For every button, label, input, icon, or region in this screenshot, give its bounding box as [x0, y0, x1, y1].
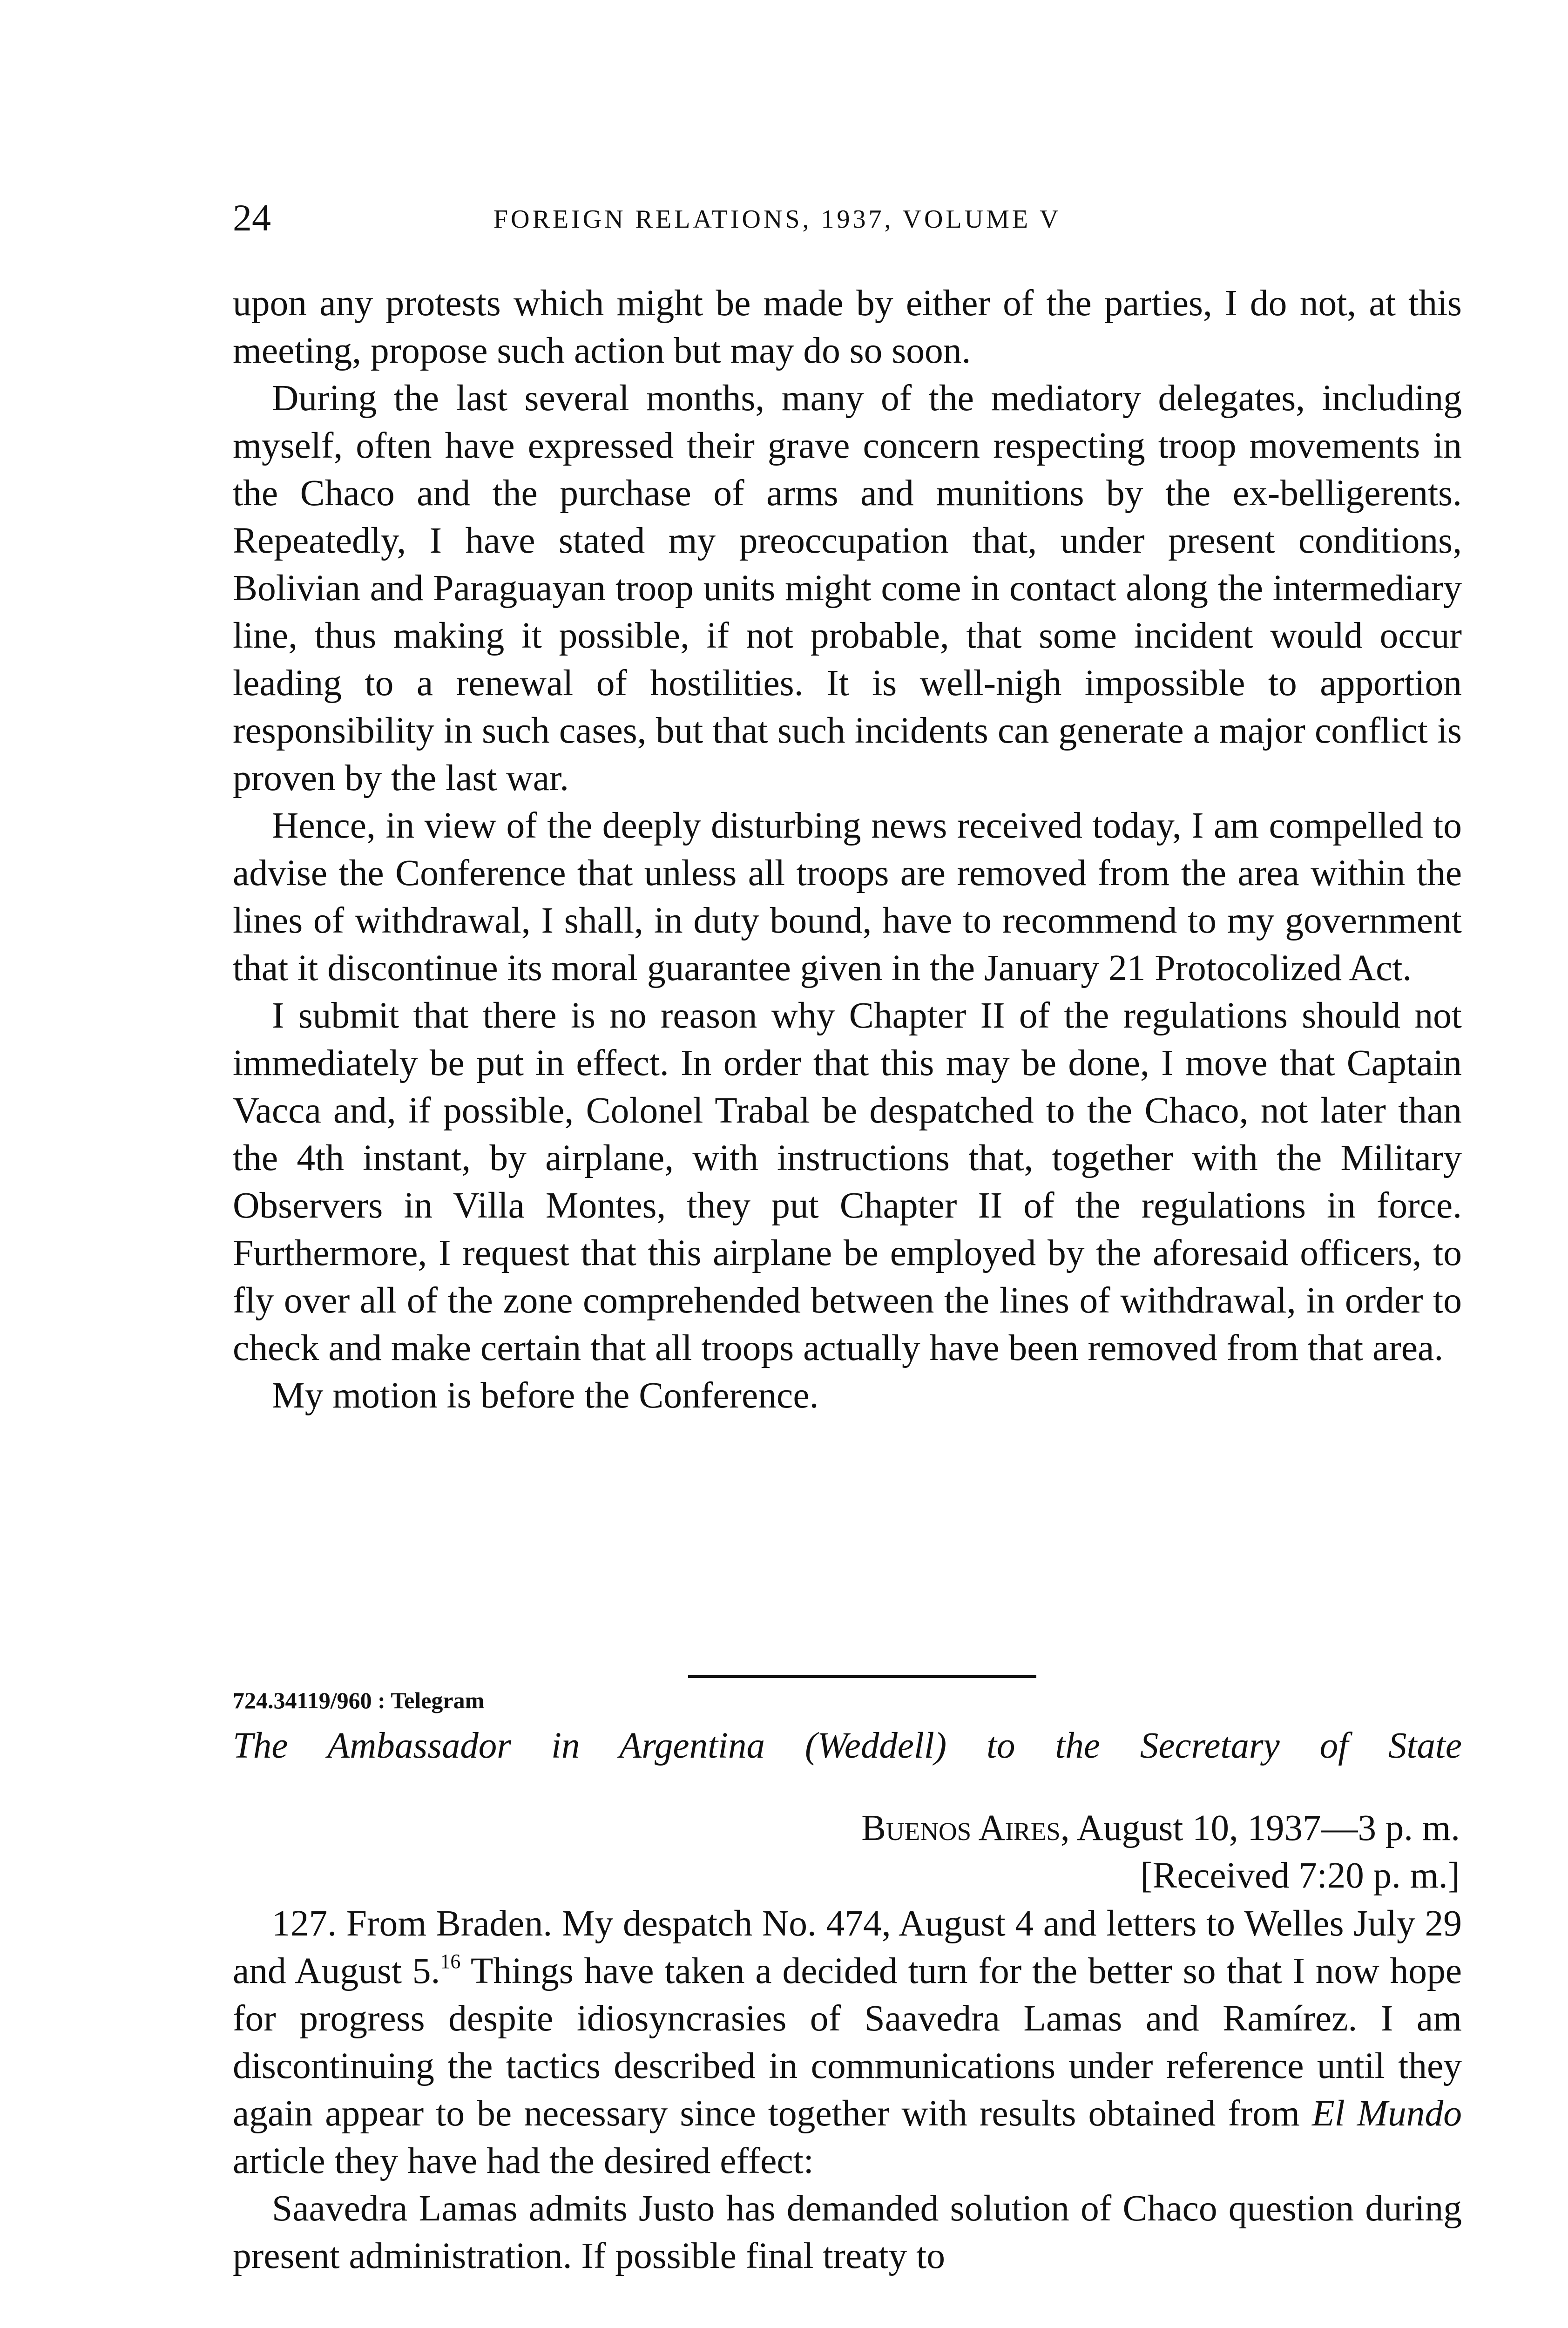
footnote-reference: 16: [440, 1950, 461, 1973]
telegram-text-part: Things have taken a decided turn for the better so that I now hope for progress despite idiosyncrasies of Saavedra Lamas and Ramírez. I am discontinuing the tactics described in communications under reference until they again appear to be necessary since together with results obtained from: [233, 1950, 1462, 2134]
newspaper-name: El Mundo: [1312, 2093, 1462, 2134]
body-paragraph: My motion is before the Conference.: [272, 1375, 819, 1416]
dateline-place: Buenos Aires: [861, 1808, 1061, 1848]
running-title: FOREIGN RELATIONS, 1937, VOLUME V: [493, 205, 1061, 234]
body-paragraph: Hence, in view of the deeply disturbing news received today, I am compelled to advise the Conference that unless all troops are removed from the area within the lines of withdrawal, I shall, in duty bound, have to recommend to my government that it discontinue its moral guarantee given in the January 21 Protocolized Act.: [233, 805, 1462, 988]
dateline: [233, 1805, 1460, 1900]
continued-memo-text: [233, 279, 1462, 1419]
dateline-date: , August 10, 1937—3 p. m.: [1060, 1808, 1460, 1848]
dateline-sent: [233, 1805, 1460, 1852]
body-paragraph: During the last several months, many of the mediatory delegates, including myself, often have expressed their grave concern respecting troop movements in the Chaco and the purchase of arms and munitions by the ex-belligerents. Repeatedly, I have stated my preoccupation that, under present conditions, Bolivian and Paraguayan troop units might come in contact along the intermediary line, thus making it possible, if not probable, that some incident would occur leading to a renewal of hostilities. It is well-nigh impossible to apportion responsibility in such cases, but that such incidents can generate a major conflict is proven by the last war.: [233, 378, 1462, 799]
telegram-text-part: article they have had the desired effect:: [233, 2140, 814, 2181]
document-title: The Ambassador in Argentina (Weddell) to the Secretary of State: [233, 1726, 1462, 1766]
dateline-received: [Received 7:20 p. m.]: [1140, 1855, 1460, 1896]
telegram-paragraph: Saavedra Lamas admits Justo has demanded solution of Chaco question during present administration. If possible final treaty to: [233, 2188, 1462, 2276]
section-divider: [688, 1675, 1036, 1678]
telegram-text-part: 127. From Braden. My despatch No. 474, August 4 and letters to Welles July 29 and August 5.: [233, 1903, 1462, 1991]
telegram-paragraph: [233, 1900, 1462, 2185]
body-paragraph: I submit that there is no reason why Chapter II of the regulations should not immediately be put in effect. In order that this may be done, I move that Captain Vacca and, if possible, Colonel Trabal be despatched to the Chaco, not later than the 4th instant, by airplane, with instructions that, together with the Military Observers in Villa Montes, they put Chapter II of the regulations in force. Furthermore, I request that this airplane be employed by the aforesaid officers, to fly over all of the zone comprehended between the lines of withdrawal, in order to check and make certain that all troops actually have been removed from that area.: [233, 995, 1462, 1368]
body-paragraph: upon any protests which might be made by either of the parties, I do not, at this meeting, propose such action but may do so soon.: [233, 283, 1462, 371]
telegram-text: [233, 1900, 1462, 2280]
page-header: [233, 195, 1462, 241]
page-number: 24: [233, 196, 271, 239]
file-reference: 724.34119/960 : Telegram: [233, 1687, 485, 1713]
